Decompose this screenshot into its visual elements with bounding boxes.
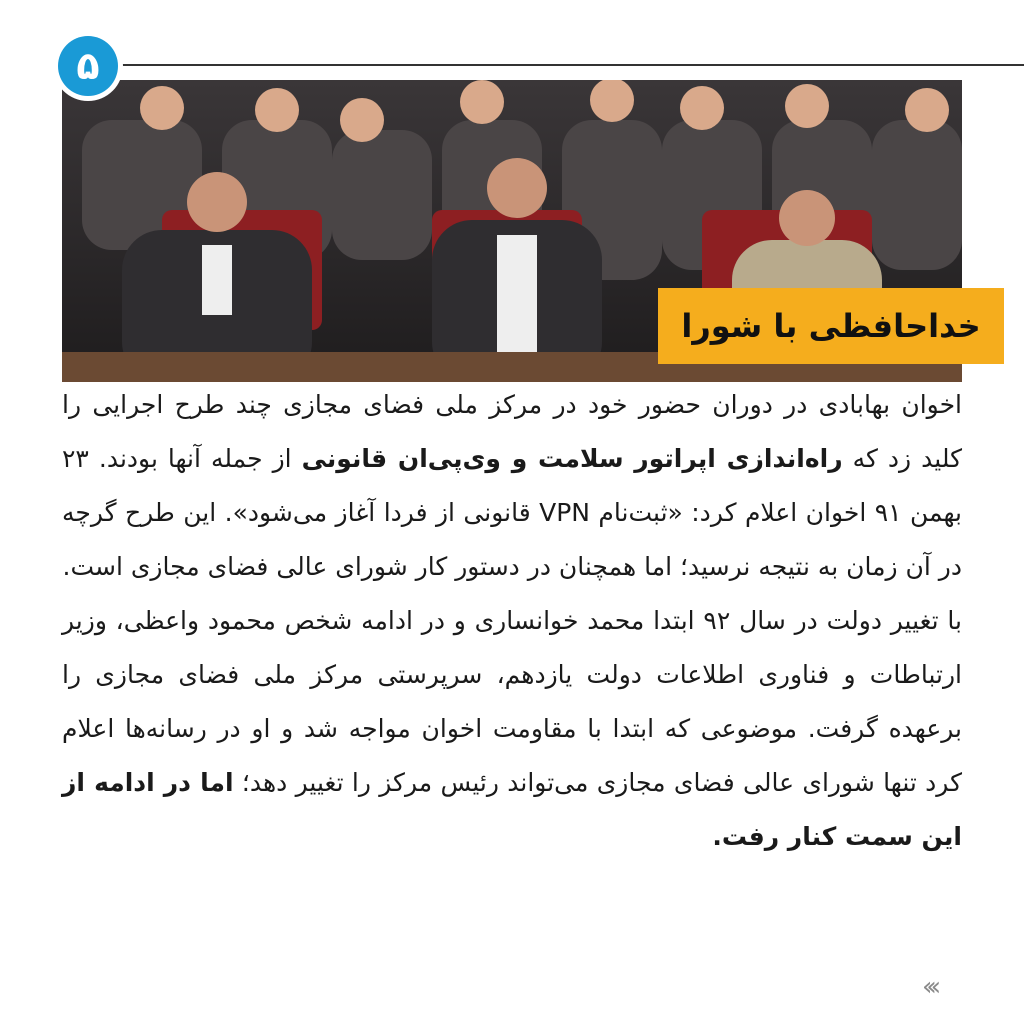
page-number: ۵ [76, 44, 100, 88]
paragraph-1-text-b: از جمله آنها بودند. ۲۳ بهمن ۹۱ اخوان اعلام کرد: «ثبت‌نام VPN قانونی از فردا آغاز می‌شود». این طرح گرچه در آن زمان به نتیجه نرسید؛ اما همچنان در دستور کار شورای عالی فضای مجازی است. [62, 444, 962, 581]
page-number-badge [58, 36, 118, 96]
paragraph-1 [62, 378, 962, 594]
header-rule [100, 64, 1024, 66]
paragraph-2-bold: اما در ادامه از این سمت کنار رفت. [62, 768, 962, 851]
paragraph-2-text-a: با تغییر دولت در سال ۹۲ ابتدا محمد خوانساری و در ادامه شخص محمود واعظی، وزیر ارتباطات و فناوری اطلاعات دولت یازدهم، سرپرستی مرکز ملی فضای مجازی را برعهده گرفت. موضوعی که ابتدا با مقاومت اخوان مواجه شد و او در رسانه‌ها اعلام کرد تنها شورای عالی فضای مجازی می‌تواند رئیس مرکز را تغییر دهد؛ [62, 606, 962, 797]
section-title: خداحافظی با شورا [681, 307, 981, 345]
section-title-banner [658, 288, 1004, 364]
article-body [62, 378, 962, 864]
paragraph-2 [62, 594, 962, 864]
next-page-arrows-icon[interactable]: ‹‹‹ [922, 972, 936, 1002]
paragraph-1-text-a: اخوان بهابادی در دوران حضور خود در مرکز ملی فضای مجازی چند طرح اجرایی را کلید زد که [62, 390, 962, 473]
paragraph-1-bold: راه‌اندازی اپراتور سلامت و وی‌پی‌ان قانونی [301, 444, 843, 473]
